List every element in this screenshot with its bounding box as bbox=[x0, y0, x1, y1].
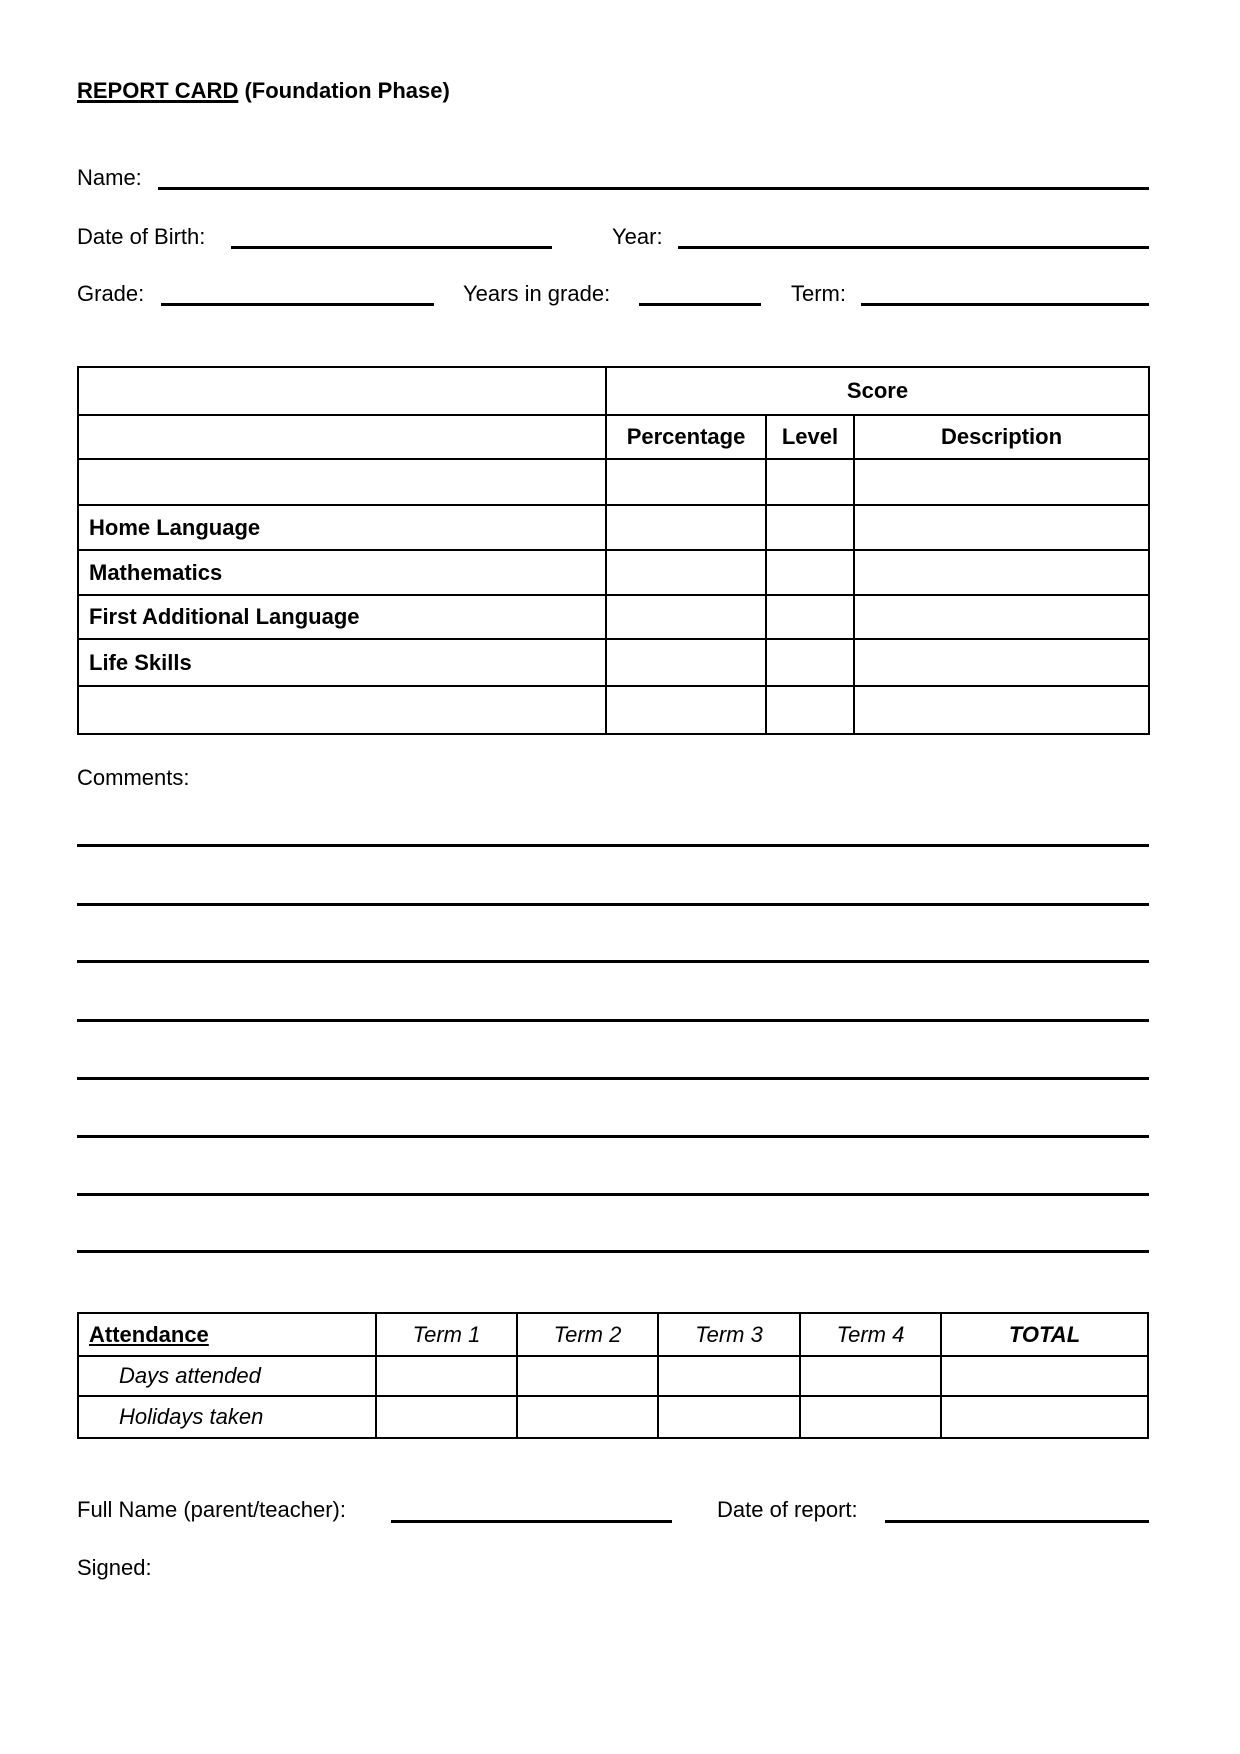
col-term-1: Term 1 bbox=[376, 1313, 517, 1356]
subject-label: Life Skills bbox=[78, 639, 606, 686]
attendance-cell[interactable] bbox=[941, 1356, 1148, 1396]
comment-line[interactable] bbox=[77, 1250, 1149, 1253]
attendance-table bbox=[77, 1312, 1149, 1439]
attendance-cell[interactable] bbox=[517, 1356, 658, 1396]
score-cell[interactable] bbox=[766, 459, 854, 505]
subject-label: Mathematics bbox=[78, 550, 606, 595]
table-row bbox=[78, 639, 1149, 686]
empty-cell bbox=[78, 686, 606, 734]
score-cell[interactable] bbox=[854, 639, 1149, 686]
table-row bbox=[78, 595, 1149, 639]
score-header: Score bbox=[606, 367, 1149, 415]
comment-line[interactable] bbox=[77, 903, 1149, 906]
years-in-grade-label: Years in grade: bbox=[463, 281, 611, 306]
attendance-header: Attendance bbox=[78, 1313, 376, 1356]
table-row bbox=[78, 459, 1149, 505]
signed-label: Signed: bbox=[77, 1555, 152, 1580]
attendance-cell[interactable] bbox=[376, 1356, 517, 1396]
score-cell[interactable] bbox=[606, 550, 766, 595]
score-cell[interactable] bbox=[854, 686, 1149, 734]
dob-field[interactable] bbox=[231, 246, 552, 249]
subject-label: First Additional Language bbox=[78, 595, 606, 639]
attendance-cell[interactable] bbox=[517, 1396, 658, 1438]
comment-line[interactable] bbox=[77, 1135, 1149, 1138]
comment-line[interactable] bbox=[77, 1193, 1149, 1196]
score-cell[interactable] bbox=[606, 595, 766, 639]
date-of-report-field[interactable] bbox=[885, 1520, 1149, 1523]
attendance-cell[interactable] bbox=[800, 1356, 941, 1396]
score-cell[interactable] bbox=[766, 639, 854, 686]
title-main: REPORT CARD bbox=[77, 78, 239, 103]
score-cell[interactable] bbox=[606, 459, 766, 505]
col-total: TOTAL bbox=[941, 1313, 1148, 1356]
year-label: Year: bbox=[612, 224, 663, 249]
score-cell[interactable] bbox=[854, 459, 1149, 505]
name-label: Name: bbox=[77, 165, 142, 190]
score-cell[interactable] bbox=[606, 639, 766, 686]
term-label: Term: bbox=[791, 281, 846, 306]
comment-line[interactable] bbox=[77, 960, 1149, 963]
col-term-4: Term 4 bbox=[800, 1313, 941, 1356]
title-sub: (Foundation Phase) bbox=[244, 78, 450, 103]
row-label: Days attended bbox=[78, 1356, 376, 1396]
col-term-3: Term 3 bbox=[658, 1313, 800, 1356]
empty-cell bbox=[78, 415, 606, 459]
score-cell[interactable] bbox=[854, 505, 1149, 550]
attendance-cell[interactable] bbox=[658, 1356, 800, 1396]
score-cell[interactable] bbox=[854, 550, 1149, 595]
year-field[interactable] bbox=[678, 246, 1149, 249]
row-label: Holidays taken bbox=[78, 1396, 376, 1438]
score-cell[interactable] bbox=[854, 595, 1149, 639]
score-cell[interactable] bbox=[606, 686, 766, 734]
empty-cell bbox=[78, 459, 606, 505]
attendance-cell[interactable] bbox=[376, 1396, 517, 1438]
score-cell[interactable] bbox=[766, 595, 854, 639]
table-row bbox=[78, 1356, 1148, 1396]
score-cell[interactable] bbox=[766, 505, 854, 550]
grade-field[interactable] bbox=[161, 303, 434, 306]
score-table bbox=[77, 366, 1150, 735]
comment-line[interactable] bbox=[77, 1019, 1149, 1022]
empty-cell bbox=[78, 367, 606, 415]
comment-line[interactable] bbox=[77, 844, 1149, 847]
date-of-report-label: Date of report: bbox=[717, 1497, 858, 1522]
grade-label: Grade: bbox=[77, 281, 145, 306]
col-percentage: Percentage bbox=[606, 415, 766, 459]
table-row bbox=[78, 1396, 1148, 1438]
comments-label: Comments: bbox=[77, 765, 190, 790]
col-term-2: Term 2 bbox=[517, 1313, 658, 1356]
score-cell[interactable] bbox=[766, 686, 854, 734]
col-level: Level bbox=[766, 415, 854, 459]
name-field[interactable] bbox=[158, 187, 1149, 190]
table-row bbox=[78, 686, 1149, 734]
full-name-field[interactable] bbox=[391, 1520, 672, 1523]
page-title bbox=[77, 78, 450, 104]
years-in-grade-field[interactable] bbox=[639, 303, 761, 306]
full-name-label: Full Name (parent/teacher): bbox=[77, 1497, 346, 1522]
comment-line[interactable] bbox=[77, 1077, 1149, 1080]
attendance-cell[interactable] bbox=[658, 1396, 800, 1438]
table-row bbox=[78, 505, 1149, 550]
col-description: Description bbox=[854, 415, 1149, 459]
term-field[interactable] bbox=[861, 303, 1149, 306]
table-row bbox=[78, 550, 1149, 595]
attendance-cell[interactable] bbox=[941, 1396, 1148, 1438]
dob-label: Date of Birth: bbox=[77, 224, 206, 249]
attendance-cell[interactable] bbox=[800, 1396, 941, 1438]
subject-label: Home Language bbox=[78, 505, 606, 550]
score-cell[interactable] bbox=[606, 505, 766, 550]
score-cell[interactable] bbox=[766, 550, 854, 595]
